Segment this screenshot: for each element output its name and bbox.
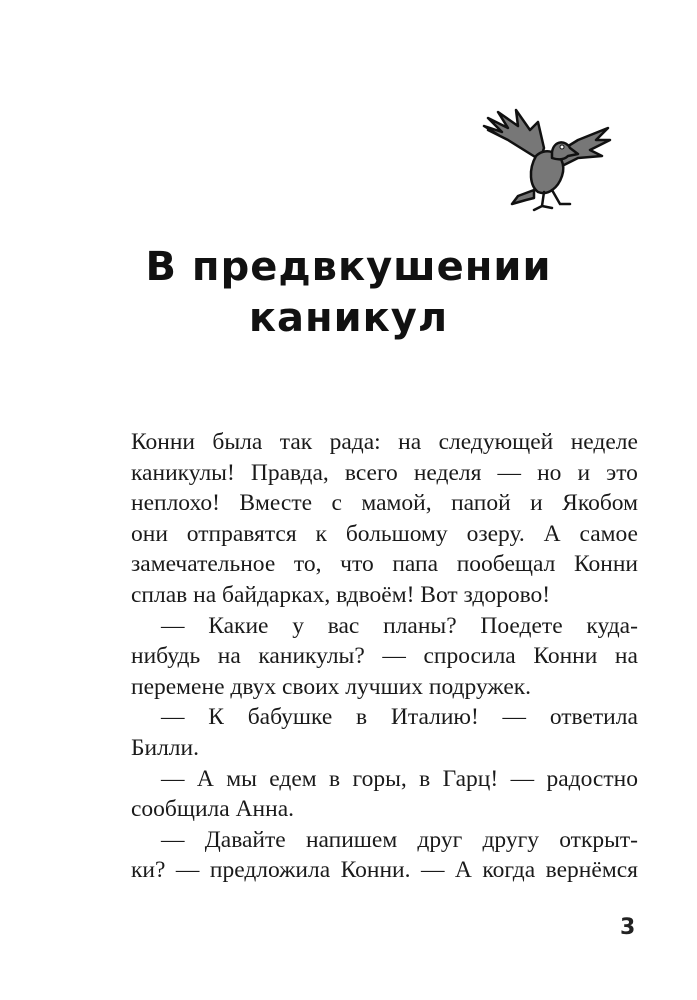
text-line: Билли. [131, 734, 199, 761]
text-line: нибудь на каникулы? — спросила Конни на [131, 643, 638, 670]
text-line: — А мы едем в горы, в Гарц! — радостно [161, 765, 638, 792]
crow-illustration [478, 100, 614, 215]
text-line: ки? — предложила Конни. — А когда вернёмся [131, 857, 638, 884]
text-line: они отправятся к большому озеру. А самое [131, 520, 638, 547]
text-line: каникулы! Правда, всего неделя — но и это [131, 459, 638, 486]
text-line: — К бабушке в Италию! — ответила [161, 704, 638, 731]
text-line: — Какие у вас планы? Поедете куда- [161, 612, 638, 639]
text-line: сплав на байдарках, вдвоём! Вот здорово! [131, 581, 551, 608]
text-line: — Давайте напишем друг другу открыт- [161, 826, 638, 853]
chapter-title-line-2: каникул [248, 295, 449, 341]
text-line: сообщила Анна. [131, 796, 295, 823]
text-line: неплохо! Вместе с мамой, папой и Якобом [131, 490, 638, 517]
text-line: Конни была так рада: на следующей неделе [131, 429, 638, 455]
chapter-title-line-1: В предвкушении [145, 244, 552, 290]
text-line: перемене двух своих лучших подружек. [131, 673, 532, 700]
body-text [131, 427, 638, 886]
page-number: 3 [620, 915, 636, 940]
text-line: замечательное то, что папа пообещал Конни [131, 551, 638, 578]
